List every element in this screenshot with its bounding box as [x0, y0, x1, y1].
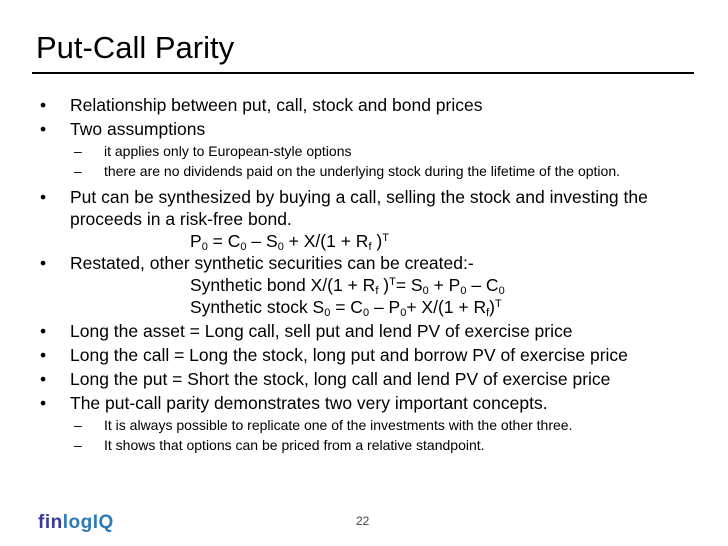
bullet-long-call	[36, 344, 686, 366]
bullet-icon: •	[40, 321, 47, 341]
formula-text: )	[378, 275, 390, 295]
formula-text: –	[246, 231, 266, 251]
formula-subscript: f	[368, 241, 372, 253]
finlogiq-logo	[38, 512, 114, 534]
bullet-text: Two assumptions	[70, 119, 206, 139]
sub-bullet-replicate	[36, 417, 686, 434]
formula-subscript: f	[375, 285, 379, 297]
formula-text: = S	[395, 275, 423, 295]
bullet-icon: •	[40, 187, 47, 207]
bullet-text: Relationship between put, call, stock and bond prices	[70, 95, 483, 115]
dash-icon: –	[74, 163, 82, 179]
formula-subscript: 0	[422, 285, 429, 297]
sub-bullet-relative-pricing	[36, 437, 686, 454]
formula-subscript: 0	[362, 307, 370, 319]
bullet-text: Put can be synthesized by buying a call, selling the stock and investing the proceeds in a risk-free bond.	[70, 187, 648, 229]
formula-text: Synthetic stock S	[190, 297, 325, 317]
sub-bullet-european	[36, 143, 686, 160]
formula-put	[36, 230, 686, 252]
bullet-icon: •	[40, 119, 47, 139]
bullet-text: Long the call = Long the stock, long put and borrow PV of exercise price	[70, 345, 628, 365]
formula-subscript: f	[486, 307, 490, 319]
formula-subscript: 0	[201, 241, 208, 253]
sub-bullet-text: it applies only to European-style options	[104, 143, 352, 159]
bullet-concepts	[36, 392, 686, 414]
formula-subscript: 0	[277, 241, 284, 253]
bullet-icon: •	[40, 253, 47, 273]
bullet-assumptions	[36, 118, 686, 140]
sub-bullet-text: It shows that options can be priced from a relative standpoint.	[104, 437, 485, 453]
logo-part-fin: fin	[38, 512, 63, 533]
bullet-long-put	[36, 368, 686, 390]
bullet-restated	[36, 252, 686, 274]
formula-subscript: 0	[324, 307, 331, 319]
bullet-synthesize-put	[36, 186, 686, 230]
formula-superscript: T	[382, 232, 389, 244]
formula-synthetic-bond	[36, 274, 686, 296]
formula-text: – C	[466, 275, 499, 295]
formula-subscript: 0	[460, 285, 467, 297]
slide-title: Put-Call Parity	[36, 30, 235, 65]
formula-text: + P	[428, 275, 461, 295]
formula-superscript: T	[495, 298, 502, 310]
logo-part-logiq: logIQ	[62, 512, 114, 533]
bullet-icon: •	[40, 95, 47, 115]
formula-subscript: 0	[240, 241, 247, 253]
formula-symbol: S	[266, 231, 278, 251]
dash-icon: –	[74, 437, 82, 453]
bullet-long-asset	[36, 320, 686, 342]
formula-text: + X/(1 + R	[283, 231, 369, 251]
formula-text: = C	[330, 297, 363, 317]
sub-bullet-dividends	[36, 163, 686, 180]
formula-synthetic-stock	[36, 296, 686, 318]
bullet-text: The put-call parity demonstrates two very important concepts.	[70, 393, 548, 413]
bullet-text: Long the put = Short the stock, long call and lend PV of exercise price	[70, 369, 611, 389]
formula-text: )	[371, 231, 383, 251]
formula-text: =	[207, 231, 228, 251]
bullet-text: Restated, other synthetic securities can be created:-	[70, 253, 474, 273]
formula-subscript: 0	[400, 307, 407, 319]
page-number: 22	[356, 514, 370, 528]
bullet-icon: •	[40, 345, 47, 365]
formula-text: – P	[369, 297, 401, 317]
formula-subscript: 0	[498, 285, 505, 297]
formula-symbol: P	[190, 231, 202, 251]
formula-text: Synthetic bond X/(1 + R	[190, 275, 376, 295]
title-divider	[32, 72, 694, 74]
dash-icon: –	[74, 417, 82, 433]
formula-text: )	[489, 297, 495, 317]
bullet-icon: •	[40, 369, 47, 389]
bullet-relationship	[36, 94, 686, 116]
formula-text: + X/(1 + R	[406, 297, 487, 317]
slide-body	[36, 94, 686, 454]
sub-bullet-text: It is always possible to replicate one of the investments with the other three.	[104, 417, 573, 433]
formula-superscript: T	[389, 276, 396, 288]
bullet-icon: •	[40, 393, 47, 413]
dash-icon: –	[74, 143, 82, 159]
formula-symbol: C	[227, 231, 241, 251]
sub-bullet-text: there are no dividends paid on the underlying stock during the lifetime of the option.	[104, 163, 620, 179]
bullet-text: Long the asset = Long call, sell put and lend PV of exercise price	[70, 321, 573, 341]
